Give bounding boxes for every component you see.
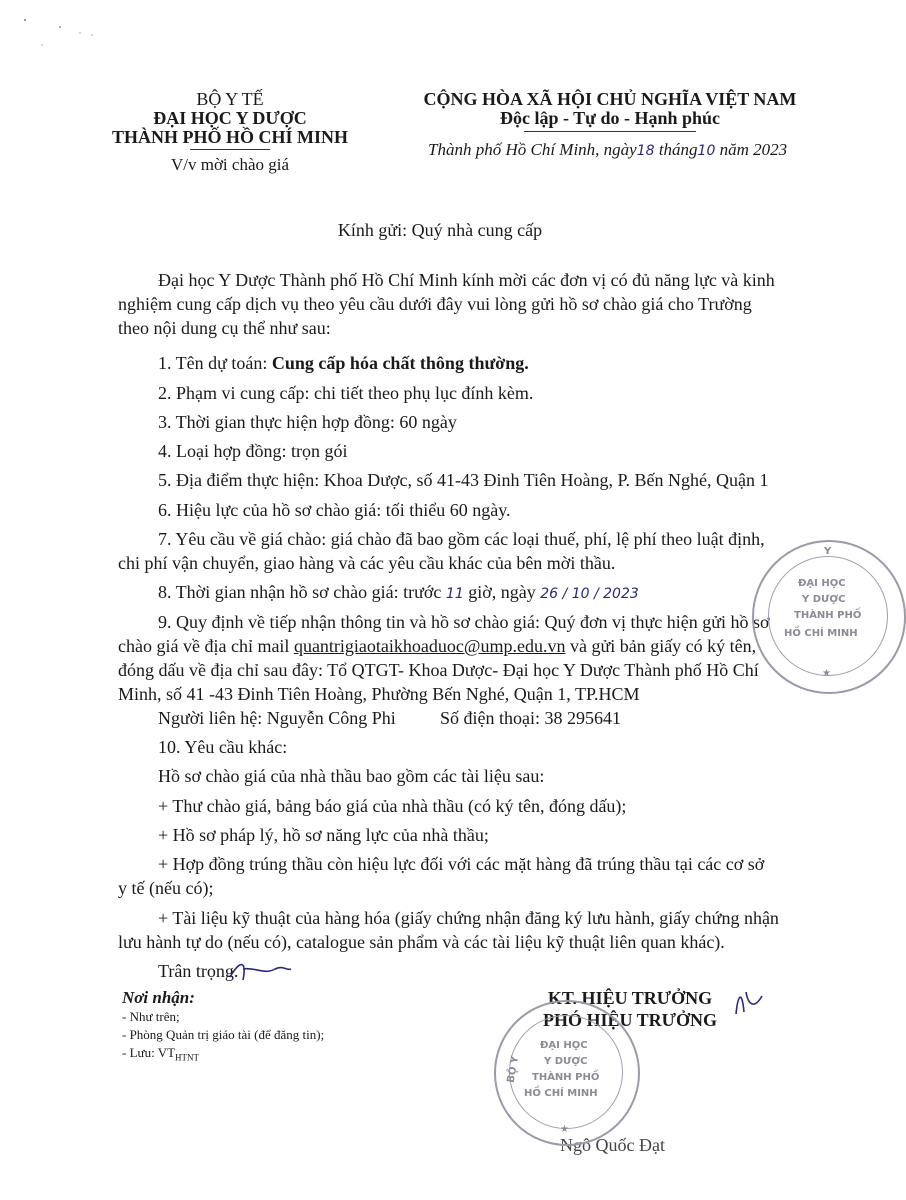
stamp-line-1: ĐẠI HỌC (798, 578, 846, 589)
official-stamp-edge (752, 540, 906, 694)
speck (91, 34, 93, 36)
scan-noise (20, 15, 100, 55)
closing: Trân trọng. (158, 961, 239, 981)
speck (24, 19, 26, 21)
approval-mark-stroke (736, 992, 762, 1014)
recipients-title: Nơi nhận: (122, 988, 195, 1007)
recipient-item-3 (122, 1044, 199, 1067)
recipient-item-3-sub: HTNT (175, 1052, 200, 1063)
item-1 (158, 351, 529, 375)
header-left-divider (190, 149, 270, 150)
item-6: 6. Hiệu lực của hồ sơ chào giá: tối thiểu 60 ngày. (158, 500, 511, 520)
item-8 (158, 580, 639, 606)
speck (59, 26, 61, 28)
date-month-handwritten: 10 (697, 143, 716, 159)
item-4: 4. Loại hợp đồng: trọn gói (158, 441, 348, 461)
item-8-prefix: 8. Thời gian nhận hồ sơ chào giá: trước (158, 582, 442, 602)
item-1-label: 1. Tên dự toán: (158, 353, 272, 373)
signature-stamp-line-1: ĐẠI HỌC (540, 1040, 588, 1051)
item-1-value: Cung cấp hóa chất thông thường. (271, 353, 529, 373)
stamp-line-3: THÀNH PHỐ (794, 610, 862, 621)
date-year: năm 2023 (719, 140, 788, 159)
date-prefix: Thành phố Hồ Chí Minh, ngày (428, 140, 637, 159)
speck (79, 32, 81, 34)
signature-stamp-line-4: HỒ CHÍ MINH (524, 1088, 598, 1099)
item-9-line-1: 9. Quy định về tiếp nhận thông tin và hồ sơ chào giá: Quý đơn vị thực hiện gửi hồ sơ (158, 612, 770, 632)
document-date (428, 140, 787, 160)
contact-person: Người liên hệ: Nguyễn Công Phi (158, 708, 396, 728)
doc-item-4-line-1: + Tài liệu kỹ thuật của hàng hóa (giấy chứng nhận đăng ký lưu hành, giấy chứng nhận (158, 908, 779, 928)
recipient-item-2: - Phòng Quản trị giáo tài (để đăng tin); (122, 1027, 325, 1042)
header-right-divider (524, 131, 696, 132)
intro-line-3: theo nội dung cụ thể như sau: (118, 318, 331, 338)
doc-item-3-line-1: + Hợp đồng trúng thầu còn hiệu lực đối với các mặt hàng đã trúng thầu tại các cơ sở (158, 854, 765, 874)
email-link[interactable]: quantrigiaotaikhoaduoc@ump.edu.vn (293, 636, 566, 656)
date-month-label: tháng (658, 140, 698, 159)
initials-stroke (230, 965, 291, 980)
university-name-line2: THÀNH PHỐ HỒ CHÍ MINH (111, 127, 348, 147)
item-7-line-1: 7. Yêu cầu về giá chào: giá chào đã bao gồm các loại thuế, phí, lệ phí theo luật định, (158, 529, 765, 549)
item-2: 2. Phạm vi cung cấp: chi tiết theo phụ lục đính kèm. (158, 383, 534, 403)
speck (41, 44, 43, 46)
intro-line-1: Đại học Y Dược Thành phố Hồ Chí Minh kính mời các đơn vị có đủ năng lực và kinh (158, 270, 775, 290)
docs-intro: Hồ sơ chào giá của nhà thầu bao gồm các tài liệu sau: (158, 766, 545, 786)
item-3: 3. Thời gian thực hiện hợp đồng: 60 ngày (158, 412, 457, 432)
item-5: 5. Địa điểm thực hiện: Khoa Dược, số 41-43 Đinh Tiên Hoàng, P. Bến Nghé, Quận 1 (158, 470, 769, 490)
item-7-line-2: chi phí vận chuyển, giao hàng và các yêu cầu khác của bên mời thầu. (118, 553, 616, 573)
item-8-date-handwritten: 26 / 10 / 2023 (540, 586, 639, 602)
signature-title-2: PHÓ HIỆU TRƯỞNG (542, 1010, 717, 1030)
item-9-line-2-suffix: và gửi bản giấy có ký tên, (565, 636, 757, 656)
item-9-line-3: đóng dấu về địa chỉ sau đây: Tổ QTGT- Khoa Dược- Đại học Y Dược Thành phố Hồ Chí (118, 660, 759, 680)
item-10: 10. Yêu cầu khác: (158, 737, 288, 757)
approval-mark (728, 984, 768, 1024)
doc-item-1: + Thư chào giá, bảng báo giá của nhà thầu (có ký tên, đóng dấu); (158, 796, 627, 816)
signature-stamp (494, 1000, 640, 1146)
recipient-item-3-prefix: - Lưu: VT (122, 1045, 176, 1060)
signature-title-1: KT. HIỆU TRƯỞNG (547, 988, 713, 1008)
contact-phone: Số điện thoại: 38 295641 (440, 708, 621, 728)
recipient-item-1: - Như trên; (122, 1009, 180, 1024)
item-8-mid: giờ, ngày (468, 582, 536, 602)
intro-line-2: nghiệm cung cấp dịch vụ theo yêu cầu dưới đây vui lòng gửi hồ sơ chào giá cho Trường (118, 294, 752, 314)
item-9-line-2-prefix: chào giá về địa chỉ mail (118, 636, 294, 656)
signature-stamp-line-3: THÀNH PHỐ (532, 1072, 600, 1083)
initials-signature (225, 955, 295, 987)
stamp-top-mark: Y (824, 546, 832, 557)
stamp-line-2: Y DƯỢC (802, 594, 846, 605)
document-subject: V/v mời chào giá (170, 155, 290, 174)
item-9-line-4: Minh, số 41 -43 Đinh Tiên Hoàng, Phường Bến Nghé, Quận 1, TP.HCM (118, 684, 640, 704)
signature-stamp-star-icon: ★ (560, 1124, 569, 1135)
doc-item-3-line-2: y tế (nếu có); (118, 878, 214, 898)
national-title: CỘNG HÒA XÃ HỘI CHỦ NGHĨA VIỆT NAM (423, 89, 797, 109)
signatory-name: Ngô Quốc Đạt (560, 1135, 665, 1155)
ministry-name: BỘ Y TẾ (196, 89, 264, 109)
date-day-handwritten: 18 (636, 143, 655, 159)
item-9-line-2 (118, 634, 756, 658)
stamp-line-4: HỒ CHÍ MINH (784, 628, 858, 639)
doc-item-4-line-2: lưu hành tự do (nếu có), catalogue sản phẩm và các tài liệu kỹ thuật liên quan khác). (118, 932, 725, 952)
signature-stamp-line-2: Y DƯỢC (544, 1056, 588, 1067)
national-motto: Độc lập - Tự do - Hạnh phúc (499, 108, 721, 128)
signature-stamp-left-mark: BỘ Y (505, 1055, 522, 1084)
stamp-star-icon: ★ (822, 668, 831, 679)
recipient-line: Kính gửi: Quý nhà cung cấp (337, 220, 543, 240)
item-8-hour-handwritten: 11 (445, 586, 464, 602)
doc-item-2: + Hồ sơ pháp lý, hồ sơ năng lực của nhà thầu; (158, 825, 489, 845)
university-name-line1: ĐẠI HỌC Y DƯỢC (153, 108, 307, 128)
